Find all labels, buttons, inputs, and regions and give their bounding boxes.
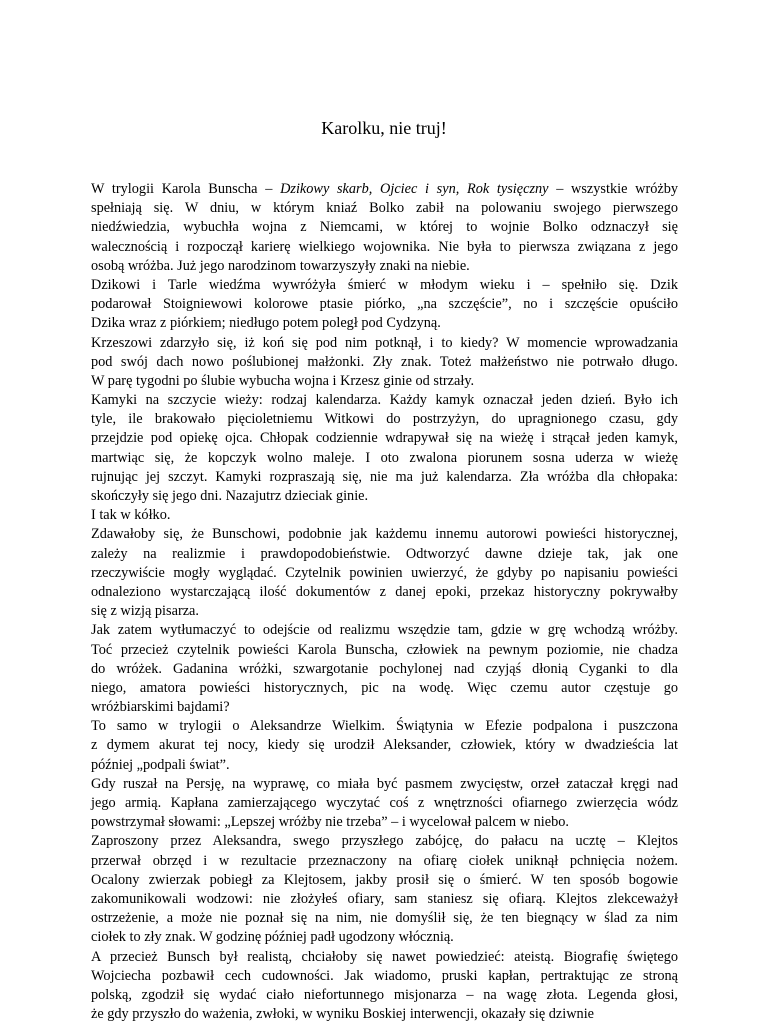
text-line: osobą wróżba. Już jego narodzinom towarzyszyły znaki na niebie. xyxy=(91,257,678,276)
text-line: przejdzie pod opiekę ojca. Chłopak codziennie wdrapywał się na wieżę i strącał jeden kamyk, xyxy=(91,429,678,448)
text-line: Toć przecież czytelnik powieści Karola Bunscha, człowiek na pewnym poziomie, nie chadza xyxy=(91,641,678,660)
text-line: niedźwiedzia, wybuchła wojna z Niemcami, w której to wojnie Bolko odznaczył się xyxy=(91,218,678,237)
text-line: niego, amatora powieści historycznych, pic na wodę. Więc czemu autor częstuje go xyxy=(91,679,678,698)
text-line: zależy na realizmie i prawdopodobieństwie. Odtworzyć dawne dzieje tak, jak one xyxy=(91,545,678,564)
text-line: wróżbiarskimi bajdami? xyxy=(91,698,678,717)
text-line: walecznością i rozpoczął karierę wielkiego wojownika. Nie była to pierwsza związana z jego xyxy=(91,238,678,257)
text-line: odnaleziono wystarczającą ilość dokumentów z danej epoki, przekaz historyczny pokrywałby xyxy=(91,583,678,602)
text-run: – wszystkie wróżby xyxy=(549,181,678,197)
text-line: powstrzymał słowami: „Lepszej wróżby nie trzeba” – i wycelował palcem w niebo. xyxy=(91,813,678,832)
text-line: pod swój dach nowo poślubionej małżonki. Zły znak. Toteż małżeństwo nie potrwało długo. xyxy=(91,353,678,372)
paragraph xyxy=(91,775,678,833)
text-line: Krzeszowi zdarzyło się, iż koń się pod nim potknął, i to kiedy? W momencie wprowadzania xyxy=(91,334,678,353)
text-line: z dymem akurat tej nocy, kiedy się urodził Aleksander, człowiek, który w dwadzieścia lat xyxy=(91,736,678,755)
text-line: tyle, ile brakowało pięcioletniemu Witkowi do postrzyżyn, do upragnionego czasu, gdy xyxy=(91,410,678,429)
text-line: Dzikowi i Tarle wiedźma wywróżyła śmierć w młodym wieku i – spełniło się. Dzik xyxy=(91,276,678,295)
paragraph xyxy=(91,832,678,947)
paragraph xyxy=(91,525,678,621)
text-line: rzeczywiście mogły wyglądać. Czytelnik powinien uwierzyć, że gdyby po napisaniu powieści xyxy=(91,564,678,583)
text-line: Zaproszony przez Aleksandra, swego przyszłego zabójcę, do pałacu na ucztę – Klejtos xyxy=(91,832,678,851)
text-line: To samo w trylogii o Aleksandrze Wielkim. Świątynia w Efezie podpalona i puszczona xyxy=(91,717,678,736)
paragraph xyxy=(91,621,678,717)
text-line: się z wizją pisarza. xyxy=(91,602,678,621)
text-line: W parę tygodni po ślubie wybucha wojna i Krzesz ginie od strzały. xyxy=(91,372,678,391)
text-line: polską, zgodził się wydać ciało niefortunnego misjonarza – na wagę złota. Legenda głosi, xyxy=(91,986,678,1005)
text-line: do wróżek. Gadanina wróżki, szwargotanie pochylonej nad czyjąś dłonią Cyganki to dla xyxy=(91,660,678,679)
text-line: rujnując jej szczyt. Kamyki rozpraszają się, nie ma już kalendarza. Zła wróżba dla chłopaka: xyxy=(91,468,678,487)
text-line: A przecież Bunsch był realistą, chciałoby się nawet powiedzieć: ateistą. Biografię świętego xyxy=(91,948,678,967)
text-line: przerwał obrzęd i w rezultacie przeznaczony na ofiarę ciołek uniknął pchnięcia nożem. xyxy=(91,852,678,871)
text-line: skończyły się jego dni. Nazajutrz dzieciak ginie. xyxy=(91,487,678,506)
text-line: Wojciecha pozbawił cech cudowności. Jak wiadomo, pruski kapłan, pertraktując ze stroną xyxy=(91,967,678,986)
paragraph xyxy=(91,276,678,334)
text-line: Kamyki na szczycie wieży: rodzaj kalendarza. Każdy kamyk oznaczał jeden dzień. Było ich xyxy=(91,391,678,410)
text-line: spełniają się. W dniu, w którym kniaź Bolko zabił na polowaniu swojego pierwszego xyxy=(91,199,678,218)
text-line: ostrzeżenie, a może nie poznał się na nim, nie domyślił się, że ten biegnący w ślad za nim xyxy=(91,909,678,928)
document-body xyxy=(91,180,678,1024)
text-run: W trylogii Karola Bunscha – xyxy=(91,181,280,197)
text-line: ciołek to zły znak. W godzinę później padł ugodzony włócznią. xyxy=(91,928,678,947)
text-line: I tak w kółko. xyxy=(91,506,678,525)
paragraph xyxy=(91,180,678,276)
document-title: Karolku, nie truj! xyxy=(0,117,768,139)
text-line: Ocalony zwierzak pobiegł za Klejtosem, jakby prosił się o śmierć. W ten sposób bogowie xyxy=(91,871,678,890)
paragraph xyxy=(91,948,678,1024)
text-line xyxy=(91,180,678,199)
text-line: martwiąc się, że kopczyk wolno maleje. I oto zwalona piorunem sosna uderza w wieżę xyxy=(91,449,678,468)
text-line: Zdawałoby się, że Bunschowi, podobnie jak każdemu innemu autorowi powieści historycznej, xyxy=(91,525,678,544)
text-line: Dzika wraz z piórkiem; niedługo potem poległ pod Cydzyną. xyxy=(91,314,678,333)
text-line: jego armią. Kapłana zamierzającego wyczytać coś z wnętrzności ofiarnego zwierzęcia wódz xyxy=(91,794,678,813)
text-line: że gdy przyszło do ważenia, zwłoki, w wyniku Boskiej interwencji, okazały się dziwnie xyxy=(91,1005,678,1024)
paragraph xyxy=(91,717,678,775)
paragraph xyxy=(91,334,678,392)
text-line: Jak zatem wytłumaczyć to odejście od realizmu wszędzie tam, gdzie w grę wchodzą wróżby. xyxy=(91,621,678,640)
text-line: zakomunikowali wodzowi: nie złożyłeś ofiary, sam staniesz się ofiarą. Klejtos zlekceważył xyxy=(91,890,678,909)
text-line: później „podpali świat”. xyxy=(91,756,678,775)
paragraph xyxy=(91,506,678,525)
book-titles: Dzikowy skarb, Ojciec i syn, Rok tysięczny xyxy=(280,181,548,197)
paragraph xyxy=(91,391,678,506)
text-line: podarował Stoigniewowi kolorowe ptasie piórko, „na szczęście”, no i szczęście opuściło xyxy=(91,295,678,314)
text-line: Gdy ruszał na Persję, na wyprawę, co miała być pasmem zwycięstw, orzeł zataczał kręgi nad xyxy=(91,775,678,794)
